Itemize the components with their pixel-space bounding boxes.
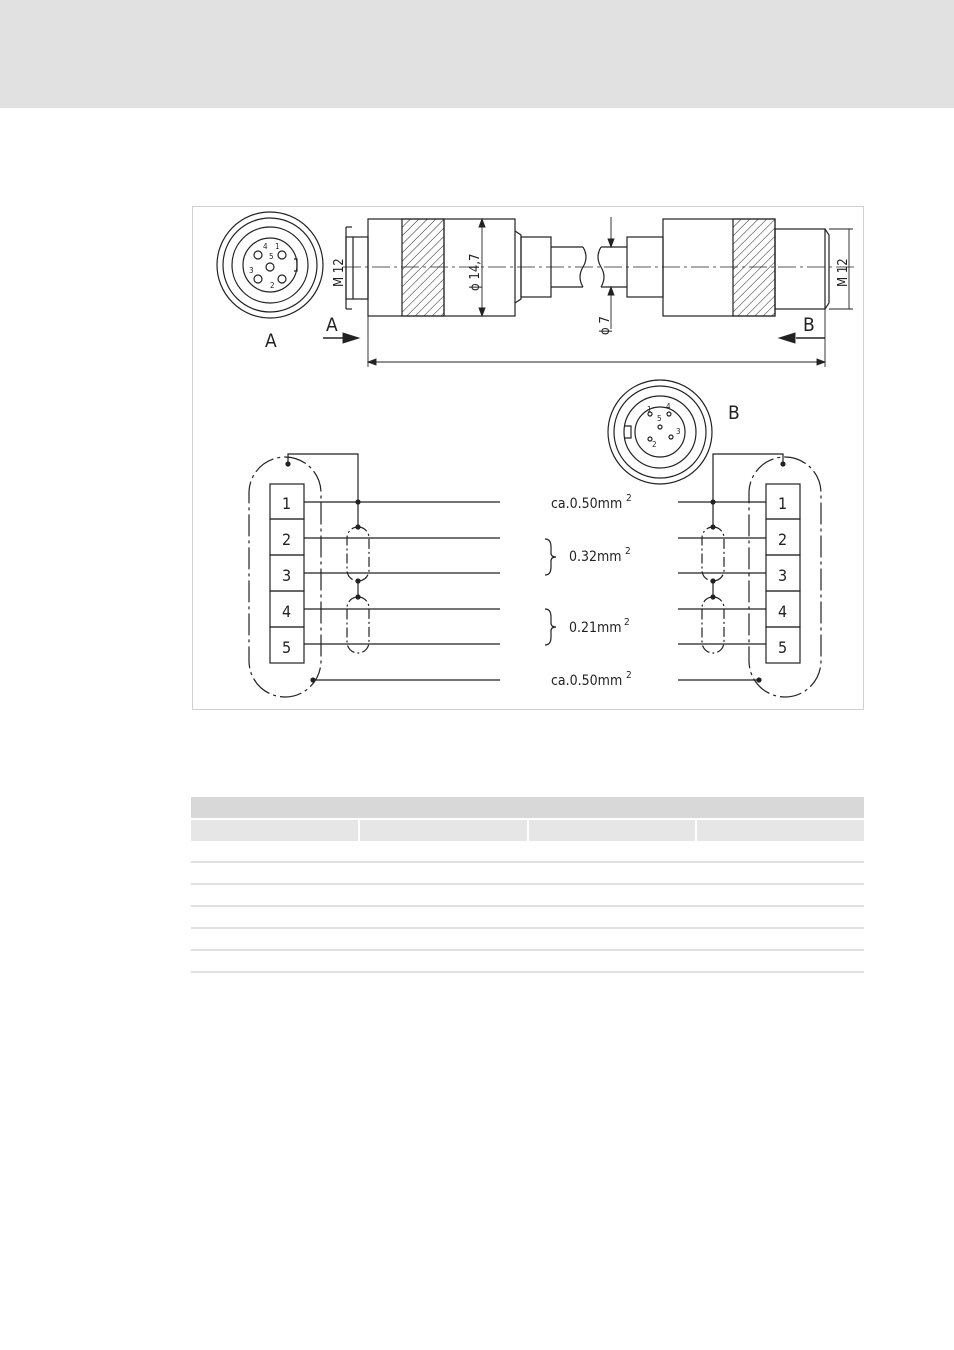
cross-section-shield-exp: 2	[626, 670, 632, 681]
arrow-b-label: B	[803, 314, 815, 336]
view-a-face	[217, 212, 323, 318]
table-cell	[696, 928, 864, 950]
table-cell	[696, 862, 864, 884]
table-cell	[528, 862, 696, 884]
table-title-row	[191, 797, 864, 819]
table-cell	[359, 841, 527, 862]
table-cell	[528, 928, 696, 950]
terminal-right-3: 3	[778, 566, 788, 585]
terminal-left-1: 1	[282, 494, 292, 513]
pin-a-1: 1	[275, 242, 280, 251]
right-connector	[598, 219, 829, 316]
table-row	[191, 884, 864, 906]
terminal-left-5: 5	[282, 638, 292, 657]
left-connector	[346, 219, 586, 316]
wiring-right	[678, 454, 821, 697]
table-header-cell	[696, 819, 864, 841]
terminal-right-4: 4	[778, 602, 788, 621]
connector-cable-drawing	[192, 206, 864, 710]
table-cell	[696, 906, 864, 928]
table-cell	[191, 928, 359, 950]
header-band	[0, 0, 954, 108]
pin-b-2: 2	[652, 440, 657, 449]
arrow-a-label: A	[326, 314, 338, 336]
terminal-left-4: 4	[282, 602, 292, 621]
pin-a-2: 2	[270, 281, 275, 290]
table-cell	[191, 884, 359, 906]
cross-section-pair-23-exp: 2	[625, 546, 631, 557]
pin-a-5: 5	[269, 252, 274, 261]
table-header-cell	[191, 819, 359, 841]
thread-left-label: M 12	[332, 258, 347, 287]
table-header-row	[191, 819, 864, 841]
table-cell	[696, 841, 864, 862]
cross-section-pair-45-exp: 2	[624, 617, 630, 628]
table-cell	[359, 906, 527, 928]
pin-a-4: 4	[263, 242, 268, 251]
table-cell	[191, 841, 359, 862]
table-cell	[696, 884, 864, 906]
terminal-right-2: 2	[778, 530, 788, 549]
table-cell	[191, 950, 359, 972]
brace-pair-23	[545, 539, 556, 575]
cross-section-top-exp: 2	[626, 493, 632, 504]
cross-section-pair-45: 0.21mm	[569, 620, 622, 636]
pin-b-3: 3	[676, 427, 681, 436]
table-header-cell	[359, 819, 527, 841]
view-b-face	[608, 380, 712, 484]
terminal-right-1: 1	[778, 494, 788, 513]
table-cell	[191, 862, 359, 884]
table-cell	[359, 884, 527, 906]
brace-pair-45	[545, 609, 556, 645]
table-header-cell	[528, 819, 696, 841]
pin-b-4: 4	[666, 402, 671, 411]
table-row	[191, 928, 864, 950]
table-cell	[528, 884, 696, 906]
table-cell	[528, 841, 696, 862]
specification-table	[191, 797, 864, 973]
table-cell	[528, 906, 696, 928]
table-title-cell	[191, 797, 864, 819]
pin-a-3: 3	[249, 266, 254, 275]
pin-b-5: 5	[657, 414, 662, 423]
table-row	[191, 906, 864, 928]
drawing-svg	[193, 207, 865, 711]
table-cell	[191, 906, 359, 928]
table-cell	[359, 928, 527, 950]
table-row	[191, 841, 864, 862]
table-cell	[696, 950, 864, 972]
cross-section-pair-23: 0.32mm	[569, 549, 622, 565]
table-row	[191, 862, 864, 884]
table-cell	[359, 950, 527, 972]
cross-section-top: ca.0.50mm	[551, 496, 623, 512]
view-a-label: A	[265, 330, 277, 352]
diameter-body-label: ϕ 14,7	[468, 253, 483, 291]
thread-right-label: M 12	[836, 258, 851, 287]
terminal-left-2: 2	[282, 530, 292, 549]
pin-b-1: 1	[647, 405, 652, 414]
table-cell	[359, 862, 527, 884]
cross-section-shield: ca.0.50mm	[551, 673, 623, 689]
terminal-right-5: 5	[778, 638, 788, 657]
diameter-cable-label: ϕ 7	[598, 316, 613, 335]
table-cell	[528, 950, 696, 972]
table-row	[191, 950, 864, 972]
view-b-label: B	[728, 402, 740, 424]
terminal-left-3: 3	[282, 566, 292, 585]
